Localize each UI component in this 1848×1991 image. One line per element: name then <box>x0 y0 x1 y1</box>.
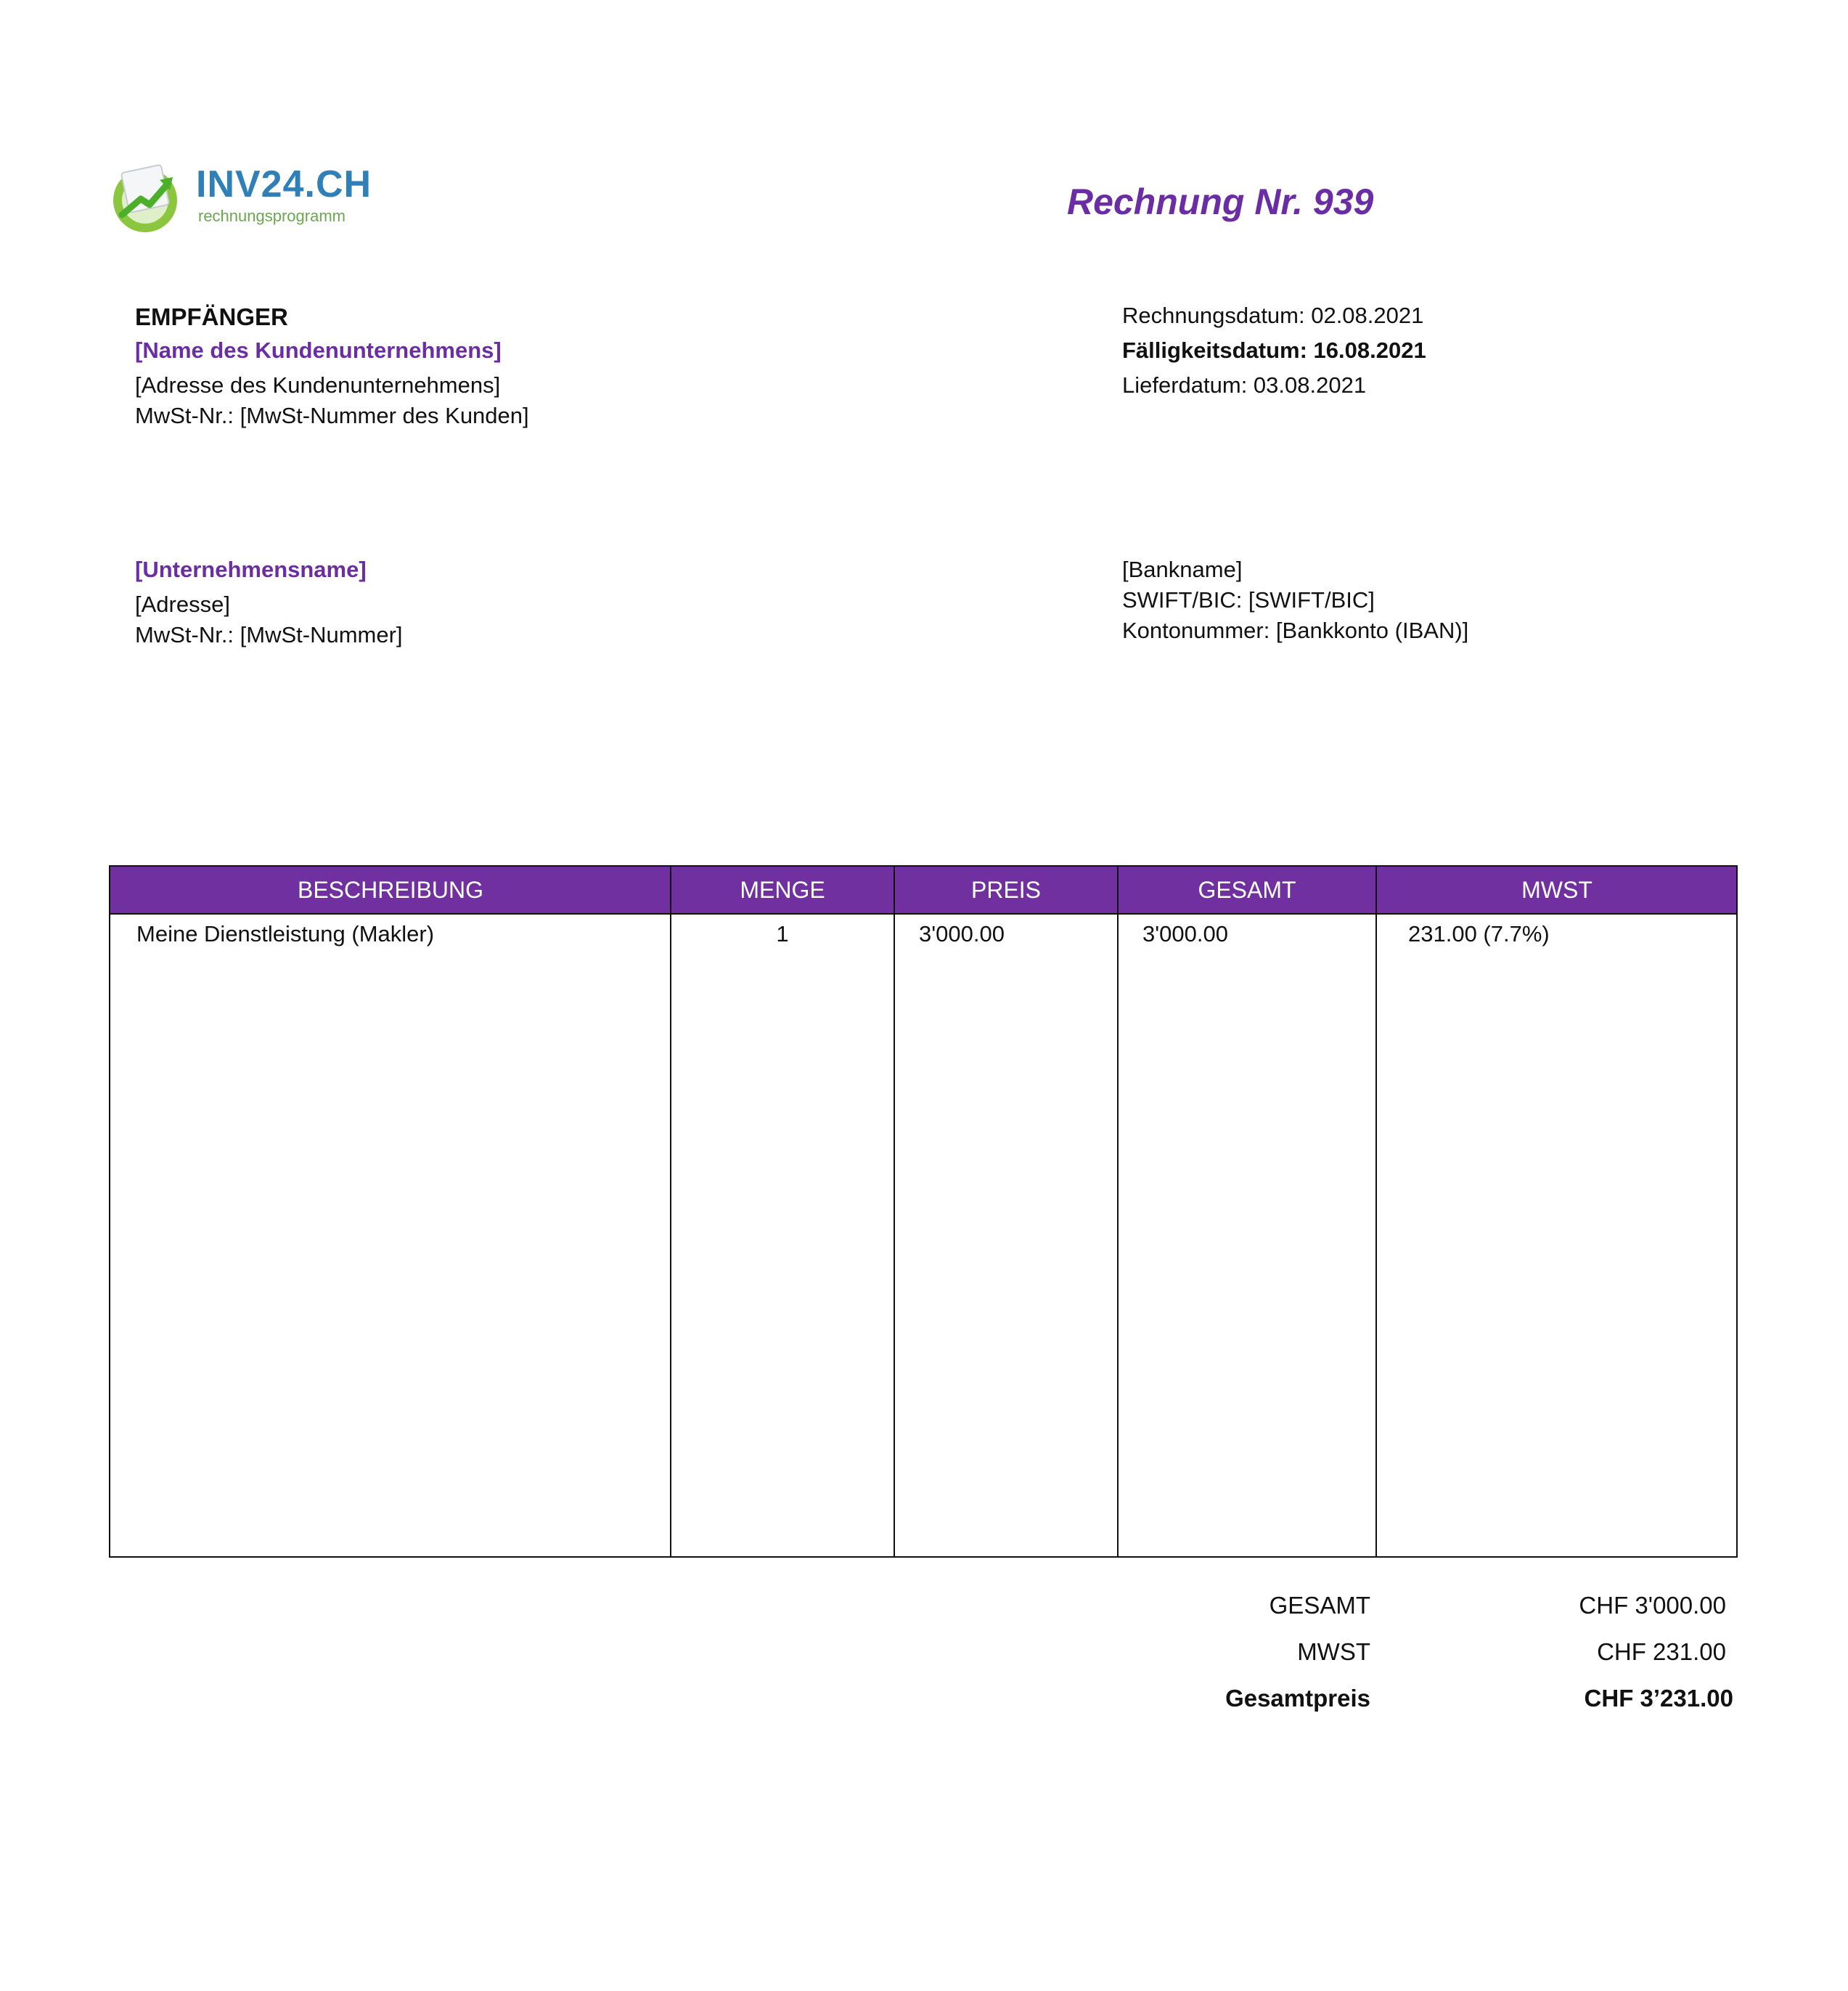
column-header-vat: MWST <box>1521 877 1593 903</box>
cell-total: 3'000.00 <box>1142 921 1228 947</box>
column-divider <box>670 867 671 1556</box>
grand-total-label: Gesamtpreis <box>1225 1685 1370 1712</box>
grand-total-value: CHF 3’231.00 <box>1584 1685 1733 1712</box>
vat-total-value: CHF 231.00 <box>1597 1638 1726 1665</box>
bank-account: Kontonummer: [Bankkonto (IBAN)] <box>1122 618 1469 643</box>
column-header-price: PREIS <box>970 877 1042 903</box>
cell-description: Meine Dienstleistung (Makler) <box>136 921 435 947</box>
subtotal-label: GESAMT <box>1269 1592 1370 1619</box>
logo-title: INV24.CH <box>196 163 372 205</box>
delivery-date: Lieferdatum: 03.08.2021 <box>1122 372 1367 398</box>
column-divider <box>1375 867 1377 1556</box>
bank-swift: SWIFT/BIC: [SWIFT/BIC] <box>1122 587 1375 613</box>
table-header <box>110 867 1736 913</box>
items-table <box>109 865 1738 1558</box>
header-divider <box>110 913 1736 915</box>
chart-arrow-logo-icon <box>113 165 177 232</box>
sender-vat: MwSt-Nr.: [MwSt-Nummer] <box>135 622 403 647</box>
recipient-vat: MwSt-Nr.: [MwSt-Nummer des Kunden] <box>135 403 529 428</box>
column-header-quantity: MENGE <box>740 877 825 903</box>
bank-name: [Bankname] <box>1122 557 1243 582</box>
sender-address: [Adresse] <box>135 592 230 617</box>
recipient-address: [Adresse des Kundenunternehmens] <box>135 372 501 398</box>
column-divider <box>1117 867 1119 1556</box>
logo-subtitle: rechnungsprogramm <box>198 207 346 225</box>
recipient-heading: EMPFÄNGER <box>135 303 288 330</box>
cell-quantity: 1 <box>776 921 789 947</box>
sender-company: [Unternehmensname] <box>135 557 367 582</box>
cell-price: 3'000.00 <box>919 921 1005 947</box>
column-header-total: GESAMT <box>1198 877 1296 903</box>
vat-total-label: MWST <box>1297 1638 1370 1665</box>
invoice-title: Rechnung Nr. 939 <box>1067 181 1374 222</box>
column-header-description: BESCHREIBUNG <box>297 877 484 903</box>
subtotal-value: CHF 3'000.00 <box>1579 1592 1726 1619</box>
cell-vat: 231.00 (7.7%) <box>1408 921 1550 947</box>
column-divider <box>894 867 895 1556</box>
invoice-date: Rechnungsdatum: 02.08.2021 <box>1122 303 1424 328</box>
due-date: Fälligkeitsdatum: 16.08.2021 <box>1122 338 1426 363</box>
recipient-company: [Name des Kundenunternehmens] <box>135 338 502 363</box>
